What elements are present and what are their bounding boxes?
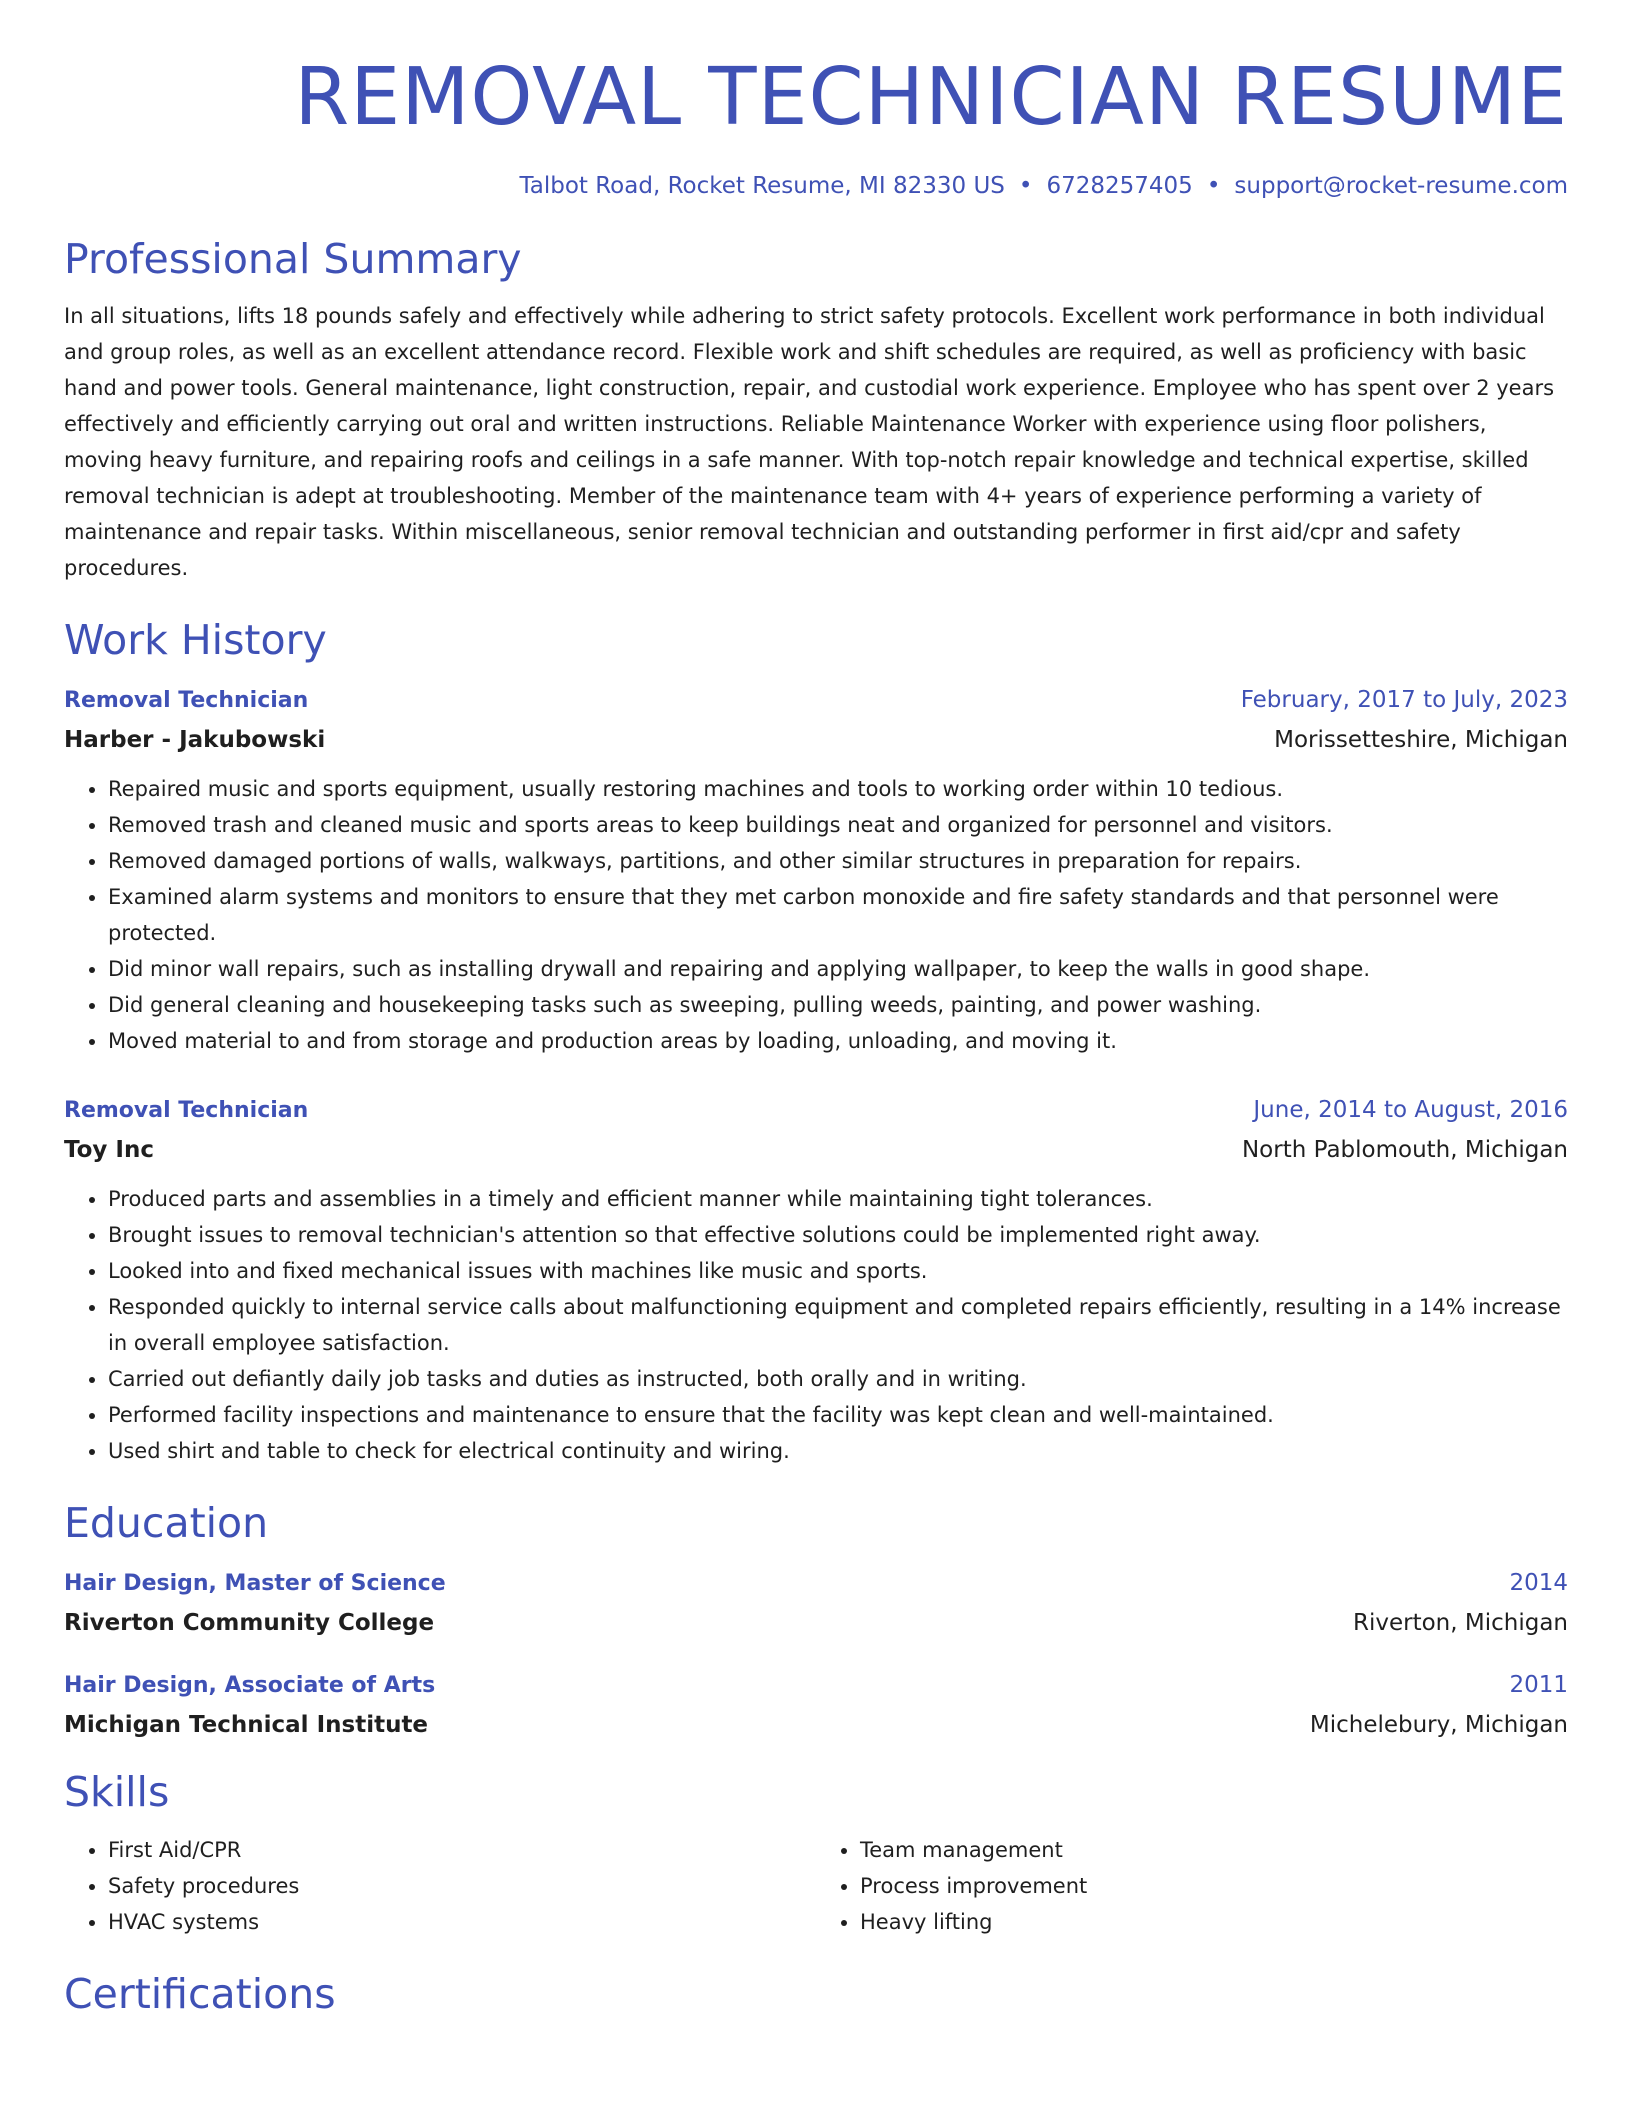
list-item: • Brought issues to removal technician's attention so that effective solutions could be implemented right away. [108,1217,1568,1253]
graduation-year: 2011 [1509,1672,1568,1699]
school-location: Riverton, Michigan [1353,1610,1568,1637]
work-history-heading: Work History [64,615,327,664]
job-bullets [64,1181,1568,1469]
list-item: • Did general cleaning and housekeeping tasks such as sweeping, pulling weeds, painting, and power washing. [108,987,1568,1023]
list-item: • HVAC systems [108,1904,816,1940]
list-item: • Process improvement [860,1868,1568,1904]
job-location: Morissetteshire, Michigan [1274,727,1568,754]
list-item: • Carried out defiantly daily job tasks and duties as instructed, both orally and in writing. [108,1361,1568,1397]
contact-email: support@rocket-resume.com [1234,172,1568,199]
job-bullets [64,771,1568,1059]
contact-phone: 6728257405 [1046,172,1193,199]
list-item: • Looked into and fixed mechanical issues with machines like music and sports. [108,1253,1568,1289]
list-item: • First Aid/CPR [108,1832,816,1868]
list-item: • Repaired music and sports equipment, usually restoring machines and tools to working order within 10 tedious. [108,771,1568,807]
certifications-heading: Certifications [64,1969,336,2018]
job-location: North Pablomouth, Michigan [1241,1137,1568,1164]
job-company: Harber - Jakubowski [64,727,326,754]
education-entry [64,1570,1568,1636]
skills-heading: Skills [64,1768,170,1817]
school-name: Riverton Community College [64,1610,435,1637]
list-item: • Moved material to and from storage and production areas by loading, unloading, and moving it. [108,1023,1568,1059]
job-dates: February, 2017 to July, 2023 [1240,687,1568,714]
education-entry [64,1672,1568,1738]
contact-address: Talbot Road, Rocket Resume, MI 82330 US [519,172,1005,199]
list-item: • Examined alarm systems and monitors to ensure that they met carbon monoxide and fire safety standards and that personnel were protected. [108,879,1568,951]
education-heading: Education [64,1499,269,1548]
job-entry [64,687,1568,1059]
graduation-year: 2014 [1509,1570,1568,1597]
degree: Hair Design, Associate of Arts [64,1673,436,1699]
separator-dot: • [1206,172,1221,199]
skills-column-left [64,1832,816,1940]
list-item: • Heavy lifting [860,1904,1568,1940]
list-item: • Responded quickly to internal service calls about malfunctioning equipment and completed repairs efficiently, resulting in a 14% increase in overall employee satisfaction. [108,1289,1568,1361]
list-item: • Removed damaged portions of walls, walkways, partitions, and other similar structures in preparation for repairs. [108,843,1568,879]
summary-heading: Professional Summary [64,234,522,283]
skills-column-right [816,1832,1568,1940]
school-location: Michelebury, Michigan [1309,1712,1568,1739]
separator-dot: • [1018,172,1033,199]
list-item: • Removed trash and cleaned music and sports areas to keep buildings neat and organized for personnel and visitors. [108,807,1568,843]
list-item: • Produced parts and assemblies in a timely and efficient manner while maintaining tight tolerances. [108,1181,1568,1217]
job-entry [64,1097,1568,1469]
school-name: Michigan Technical Institute [64,1712,429,1739]
skills-list [64,1832,1568,1940]
list-item: • Performed facility inspections and maintenance to ensure that the facility was kept clean and well-maintained. [108,1397,1568,1433]
job-title: Removal Technician [64,688,309,714]
job-title: Removal Technician [64,1098,309,1124]
list-item: • Used shirt and table to check for electrical continuity and wiring. [108,1433,1568,1469]
resume-title: REMOVAL TECHNICIAN RESUME [294,51,1568,143]
list-item: • Did minor wall repairs, such as installing drywall and repairing and applying wallpaper, to keep the walls in good shape. [108,951,1568,987]
list-item: • Team management [860,1832,1568,1868]
degree: Hair Design, Master of Science [64,1571,446,1597]
job-dates: June, 2014 to August, 2016 [1253,1097,1568,1124]
summary-text: In all situations, lifts 18 pounds safely and effectively while adhering to strict safety protocols. Excellent work performance in both individual and group roles, as well as an excellent attendance record. Flexible work and shift schedules are required, as well as proficiency with basic hand and power tools. General maintenance, light construction, repair, and custodial work experience. Employee who has spent over 2 years effectively and efficiently carrying out oral and written instructions. Reliable Maintenance Worker with experience using floor polishers, moving heavy furniture, and repairing roofs and ceilings in a safe manner. With top-notch repair knowledge and technical expertise, skilled removal technician is adept at troubleshooting. Member of the maintenance team with 4+ years of experience performing a variety of maintenance and repair tasks. Within miscellaneous, senior removal technician and outstanding performer in first aid/cpr and safety procedures. [64,303,1555,580]
contact-line [64,173,1568,199]
list-item: • Safety procedures [108,1868,816,1904]
job-company: Toy Inc [64,1137,155,1164]
